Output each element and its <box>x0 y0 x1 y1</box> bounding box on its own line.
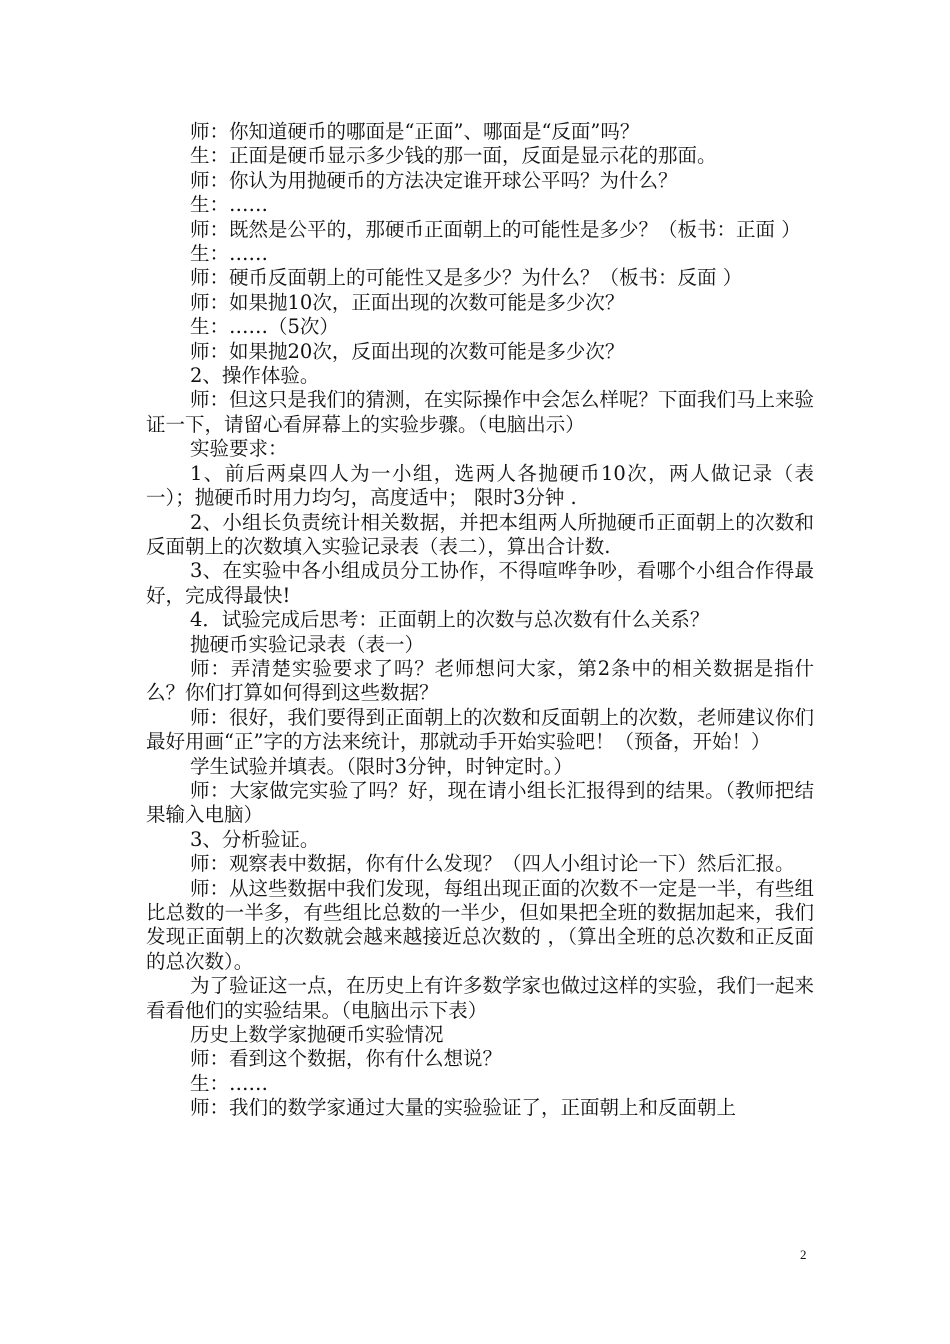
table-caption: 抛硬币实验记录表（表一） <box>190 632 425 656</box>
paragraph: 生：…… <box>190 1071 269 1095</box>
paragraph: 生：…… <box>190 242 269 266</box>
paragraph: 学生试验并填表。（限时3分钟，时钟定时。） <box>190 754 573 778</box>
paragraph: 师：我们的数学家通过大量的实验验证了，正面朝上和反面朝上 <box>190 1096 737 1120</box>
paragraph: 生：…… <box>190 193 269 217</box>
paragraph: 生：正面是硬币显示多少钱的那一面，反面是显示花的那面。 <box>190 144 717 168</box>
paragraph: 师：如果抛10次，正面出现的次数可能是多少次？ <box>190 290 625 314</box>
paragraph: 师：看到这个数据，你有什么想说？ <box>190 1047 503 1071</box>
list-item: 3、在实验中各小组成员分工协作，不得喧哗争吵，看哪个小组合作得最好，完成得最快! <box>146 559 814 607</box>
body-text <box>146 120 814 1121</box>
paragraph: 师：大家做完实验了吗？好，现在请小组长汇报得到的结果。（教师把结果输入电脑） <box>146 778 814 827</box>
table-caption: 历史上数学家抛硬币实验情况 <box>190 1023 444 1047</box>
paragraph: 生：……（5次） <box>190 315 339 339</box>
page-number: 2 <box>800 1247 807 1262</box>
paragraph: 师：弄清楚实验要求了吗？老师想问大家，第2条中的相关数据是指什么？你们打算如何得到这些数据？ <box>146 656 814 705</box>
paragraph: 师：如果抛20次，反面出现的次数可能是多少次？ <box>190 339 625 363</box>
list-item: 2、小组长负责统计相关数据，并把本组两人所抛硬币正面朝上的次数和反面朝上的次数填入实验记录表（表二），算出合计数. <box>146 510 814 558</box>
paragraph: 为了验证这一点，在历史上有许多数学家也做过这样的实验，我们一起来看看他们的实验结果。（电脑出示下表） <box>146 974 815 1022</box>
paragraph: 师：硬币反面朝上的可能性又是多少？为什么？（板书：反面 ） <box>190 266 743 290</box>
paragraph: 师：你认为用抛硬币的方法决定谁开球公平吗？为什么？ <box>190 168 678 192</box>
paragraph: 师：但这只是我们的猜测，在实际操作中会怎么样呢？下面我们马上来验证一下，请留心看屏幕上的实验步骤。（电脑出示） <box>146 388 815 436</box>
paragraph: 师：既然是公平的，那硬币正面朝上的可能性是多少？（板书：正面 ） <box>190 217 801 241</box>
paragraph: 师：很好，我们要得到正面朝上的次数和反面朝上的次数，老师建议你们最好用画“正”字的方法来统计，那就动手开始实验吧！（预备，开始！） <box>146 705 815 754</box>
paragraph: 实验要求： <box>190 437 288 461</box>
list-item: 4．试验完成后思考：正面朝上的次数与总次数有什么关系？ <box>190 608 710 632</box>
paragraph: 师：观察表中数据，你有什么发现？（四人小组讨论一下）然后汇报。 <box>190 852 795 876</box>
section-heading: 3、分析验证。 <box>190 827 320 851</box>
section-heading: 2、操作体验。 <box>190 364 320 388</box>
paragraph: 师：你知道硬币的哪面是“正面”、哪面是“反面”吗？ <box>190 120 640 143</box>
list-item: 1、前后两桌四人为一小组，选两人各抛硬币10次，两人做记录（表一）；抛硬币时用力均匀，高度适中； 限时3分钟 . <box>146 461 814 510</box>
paragraph: 师：从这些数据中我们发现，每组出现正面的次数不一定是一半，有些组比总数的一半多，有些组比总数的一半少，但如果把全班的数据加起来，我们发现正面朝上的次数就会越来越接近总次数的 ，（算出全班的总次数和正反面的总次数）。 <box>146 876 815 973</box>
